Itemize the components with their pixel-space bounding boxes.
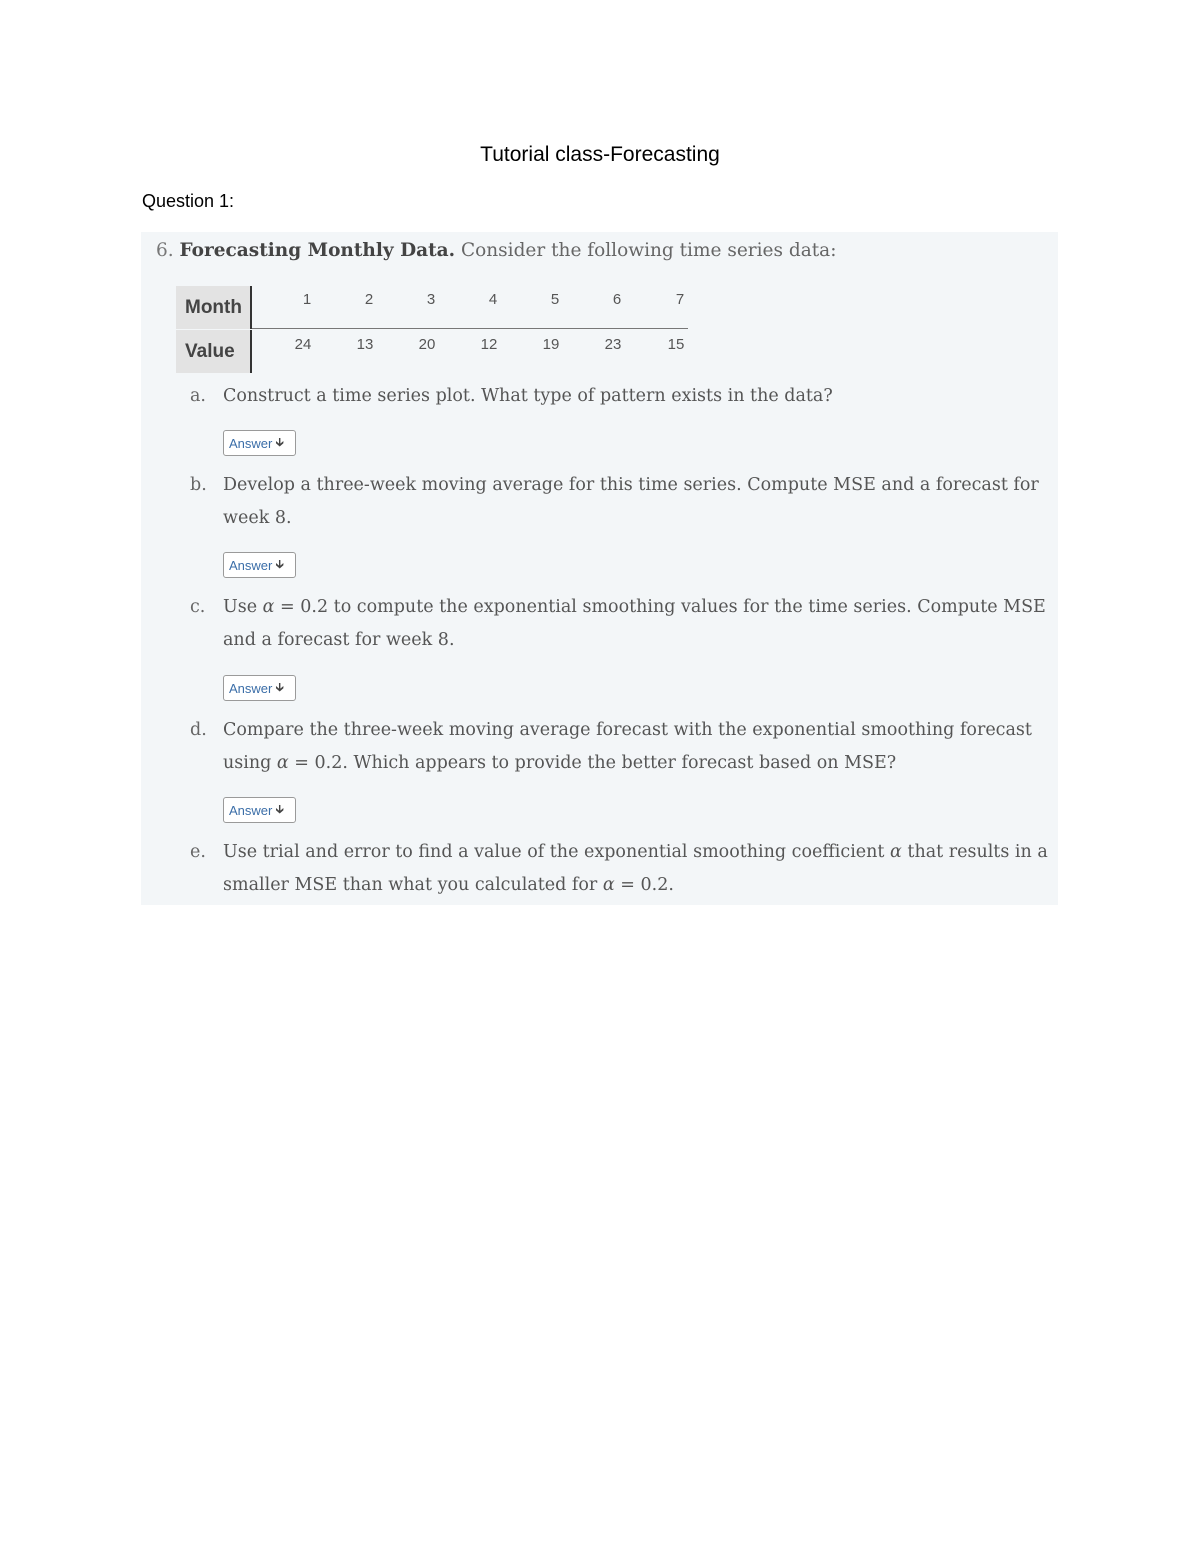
table-cell-month: 6 bbox=[612, 291, 622, 308]
answer-button-label: Answer bbox=[229, 435, 273, 451]
item-text: Construct a time series plot. What type of pattern exists in the data? bbox=[223, 386, 833, 406]
problem-heading bbox=[156, 240, 836, 261]
arrow-down-icon: 🡳 bbox=[275, 801, 284, 816]
alpha-symbol: α bbox=[890, 842, 902, 862]
item-text bbox=[223, 591, 1053, 657]
item-text-part: = 0.2 to compute the exponential smoothing values for the time series. Compute MSE and a forecast for week 8. bbox=[223, 597, 1046, 650]
alpha-symbol: α bbox=[262, 597, 275, 617]
table-cell-month: 2 bbox=[364, 291, 374, 308]
alpha-symbol: α bbox=[276, 753, 289, 773]
arrow-down-icon: 🡳 bbox=[275, 679, 284, 694]
problem-number: 6. bbox=[156, 240, 174, 261]
table-cell-month: 3 bbox=[426, 291, 436, 308]
problem-intro: Consider the following time series data: bbox=[460, 240, 837, 261]
table-cell-month: 7 bbox=[675, 291, 685, 308]
time-series-table bbox=[176, 286, 688, 373]
item-text-part: = 0.2. Which appears to provide the better forecast based on MSE? bbox=[288, 753, 897, 773]
arrow-down-icon: 🡳 bbox=[275, 434, 284, 449]
item-text-part: that results in a smaller MSE than what you calculated for bbox=[223, 842, 1048, 895]
item-letter: b. bbox=[190, 475, 207, 495]
alpha-symbol: α bbox=[602, 875, 615, 895]
answer-button-c[interactable] bbox=[223, 675, 296, 701]
answer-button-label: Answer bbox=[229, 802, 273, 818]
item-text bbox=[223, 714, 1053, 780]
item-letter: d. bbox=[190, 720, 207, 740]
table-cell-month: 4 bbox=[488, 291, 498, 308]
item-letter: a. bbox=[190, 386, 206, 406]
table-cell-value: 23 bbox=[604, 336, 622, 353]
table-cell-value: 19 bbox=[542, 336, 560, 353]
item-text bbox=[223, 836, 1053, 902]
document-title: Tutorial class-Forecasting bbox=[480, 143, 720, 166]
answer-button-label: Answer bbox=[229, 557, 273, 573]
item-letter: e. bbox=[190, 842, 206, 862]
table-row-header-value: Value bbox=[176, 330, 252, 373]
answer-button-label: Answer bbox=[229, 680, 273, 696]
table-row-header-month: Month bbox=[176, 286, 252, 329]
table-cell-month: 1 bbox=[302, 291, 312, 308]
table-cell-value: 24 bbox=[294, 336, 312, 353]
item-text-part: Use trial and error to find a value of the exponential smoothing coefficient bbox=[223, 842, 891, 862]
item-letter: c. bbox=[190, 597, 206, 617]
table-cell-value: 13 bbox=[356, 336, 374, 353]
table-cell-value: 12 bbox=[480, 336, 498, 353]
arrow-down-icon: 🡳 bbox=[275, 556, 284, 571]
answer-button-d[interactable] bbox=[223, 797, 296, 823]
table-cell-month: 5 bbox=[550, 291, 560, 308]
item-text-part: Use bbox=[223, 597, 263, 617]
item-text-part: Compare the three-week moving average forecast with the exponential smoothing forecast using bbox=[223, 720, 1032, 773]
item-text: Develop a three-week moving average for this time series. Compute MSE and a forecast for week 8. bbox=[223, 475, 1039, 528]
table-cell-value: 15 bbox=[667, 336, 685, 353]
answer-button-b[interactable] bbox=[223, 552, 296, 578]
question-label: Question 1: bbox=[142, 191, 235, 211]
item-text-part: = 0.2. bbox=[614, 875, 674, 895]
answer-button-a[interactable] bbox=[223, 430, 296, 456]
problem-title: Forecasting Monthly Data. bbox=[179, 240, 456, 261]
table-cell-value: 20 bbox=[418, 336, 436, 353]
table-divider bbox=[252, 328, 688, 329]
